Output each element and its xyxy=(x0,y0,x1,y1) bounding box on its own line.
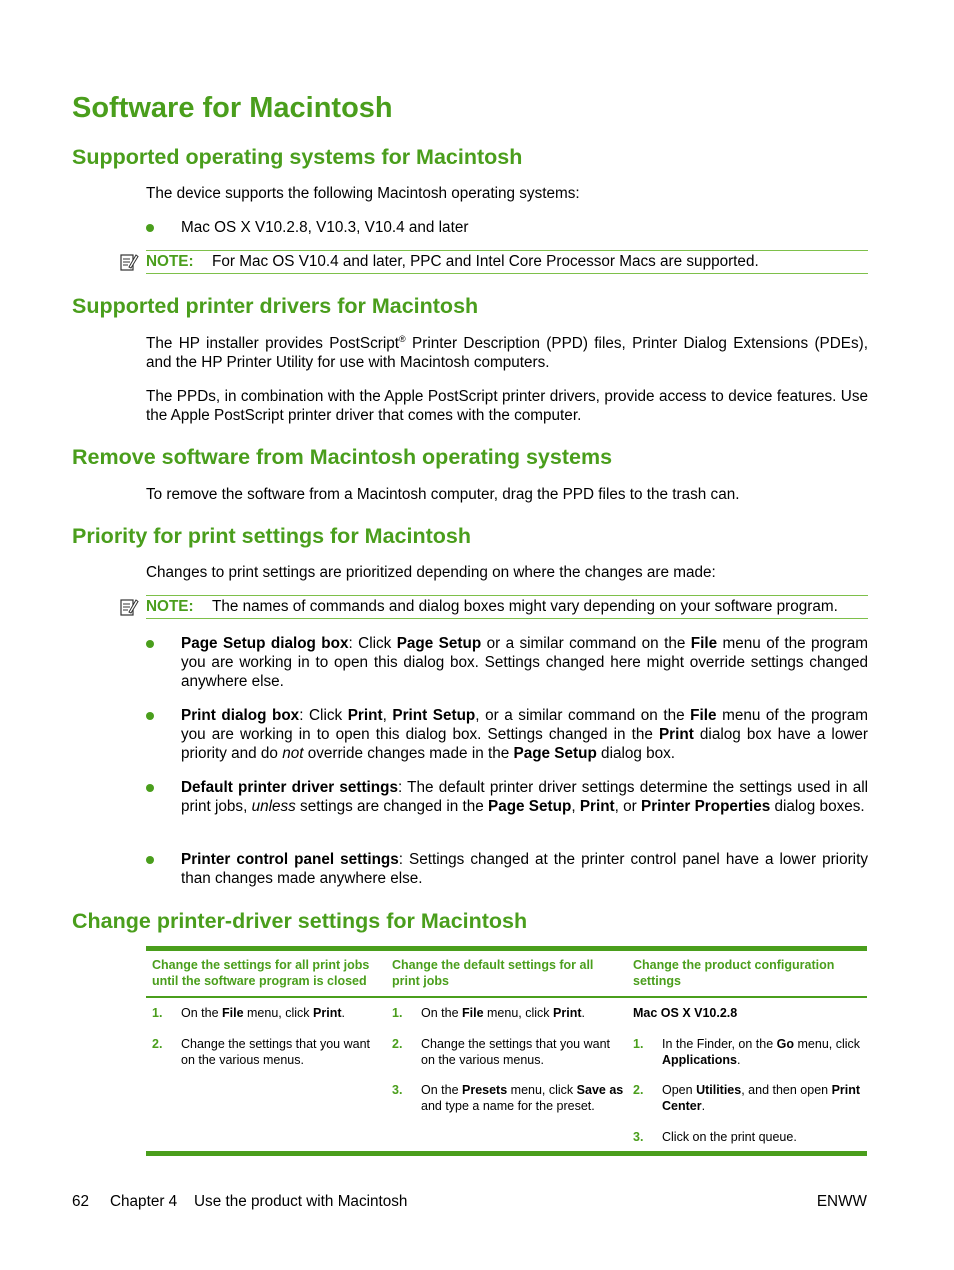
table-cell: Open Utilities, and then open Print Center. xyxy=(662,1083,861,1113)
step-number: 1. xyxy=(633,1037,644,1051)
priority-bullet-control-panel: Printer control panel settings: Settings changed at the printer control panel have a lower priority than changes made anywhere else. xyxy=(181,851,868,887)
table-cell: On the File menu, click Print. xyxy=(181,1006,345,1020)
remove-text: To remove the software from a Macintosh computer, drag the PPD files to the trash can. xyxy=(146,486,740,503)
note-box xyxy=(146,250,868,274)
priority-bullet-print-dialog: Print dialog box: Click Print, Print Setup, or a similar command on the File menu of the program you are working in to open this dialog box. Settings changed in the Print dialog box have a lower priority and do not override changes made in the Page Setup dialog box. xyxy=(181,707,869,762)
footer-chapter: Chapter 4 xyxy=(110,1193,178,1210)
note-label: NOTE: xyxy=(146,598,194,615)
table-top-rule xyxy=(146,946,867,951)
footer-enww: ENWW xyxy=(816,1193,867,1210)
bullet-icon xyxy=(146,712,154,720)
step-number: 2. xyxy=(152,1037,163,1051)
heading-printer-drivers: Supported printer drivers for Macintosh xyxy=(72,294,479,318)
step-number: 3. xyxy=(633,1130,644,1144)
step-number: 3. xyxy=(392,1083,403,1097)
table-cell: On the File menu, click Print. xyxy=(421,1006,585,1020)
heading-priority: Priority for print settings for Macintosh xyxy=(72,524,471,548)
heading-remove-software: Remove software from Macintosh operating systems xyxy=(72,445,613,469)
table-cell: Change the settings that you want on the various menus. xyxy=(181,1037,371,1067)
note-box xyxy=(146,595,868,619)
heading-change-settings: Change printer-driver settings for Macintosh xyxy=(72,909,528,933)
note-text: For Mac OS V10.4 and later, PPC and Intel Core Processor Macs are supported. xyxy=(212,253,759,270)
note-icon xyxy=(119,252,139,272)
os-intro: The device supports the following Macintosh operating systems: xyxy=(146,185,580,202)
bullet-icon xyxy=(146,856,154,864)
priority-bullet-page-setup: Page Setup dialog box: Click Page Setup or a similar command on the File menu of the program you are working in to open this dialog box. Settings changed here might override settings changed anywhere else. xyxy=(181,635,868,690)
drivers-paragraph-2: The PPDs, in combination with the Apple PostScript printer drivers, provide access to device features. Use the Apple PostScript printer driver that comes with the computer. xyxy=(146,388,868,424)
table-cell-os-version: Mac OS X V10.2.8 xyxy=(633,1006,738,1020)
step-number: 2. xyxy=(392,1037,403,1051)
drivers-paragraph-1: The HP installer provides PostScript® Printer Description (PPD) files, Printer Dialog Extensions (PDEs), and the HP Printer Utility for use with Macintosh computers. xyxy=(146,334,868,371)
priority-intro: Changes to print settings are prioritized depending on where the changes are made: xyxy=(146,564,716,581)
note-text: The names of commands and dialog boxes might vary depending on your software program. xyxy=(212,598,838,615)
table-header-rule xyxy=(146,996,867,998)
table-header-col3: Change the product configuration settings xyxy=(633,958,835,988)
step-number: 1. xyxy=(392,1006,403,1020)
table-cell: Change the settings that you want on the various menus. xyxy=(421,1037,611,1067)
table-bottom-rule xyxy=(146,1151,867,1156)
step-number: 1. xyxy=(152,1006,163,1020)
note-icon xyxy=(119,597,139,617)
page-title: Software for Macintosh xyxy=(72,92,393,124)
bullet-icon xyxy=(146,224,154,232)
priority-bullet-default-settings: Default printer driver settings: The default printer driver settings determine the settings used in all print jobs, unless settings are changed in the Page Setup, Print, or Printer Properties dialog boxes. xyxy=(181,779,868,815)
bullet-icon xyxy=(146,640,154,648)
footer-page-number: 62 xyxy=(72,1193,90,1210)
table-cell: On the Presets menu, click Save as and type a name for the preset. xyxy=(421,1083,624,1113)
table-header-col1: Change the settings for all print jobs until the software program is closed xyxy=(152,958,370,988)
os-bullet: Mac OS X V10.2.8, V10.3, V10.4 and later xyxy=(181,219,469,236)
step-number: 2. xyxy=(633,1083,644,1097)
bullet-icon xyxy=(146,784,154,792)
heading-supported-os: Supported operating systems for Macintosh xyxy=(72,145,523,169)
table-header-col2: Change the default settings for all print jobs xyxy=(392,958,594,988)
table-cell: In the Finder, on the Go menu, click Applications. xyxy=(662,1037,861,1067)
footer-chapter-title: Use the product with Macintosh xyxy=(194,1193,408,1210)
note-label: NOTE: xyxy=(146,253,194,270)
table-cell: Click on the print queue. xyxy=(662,1130,797,1144)
